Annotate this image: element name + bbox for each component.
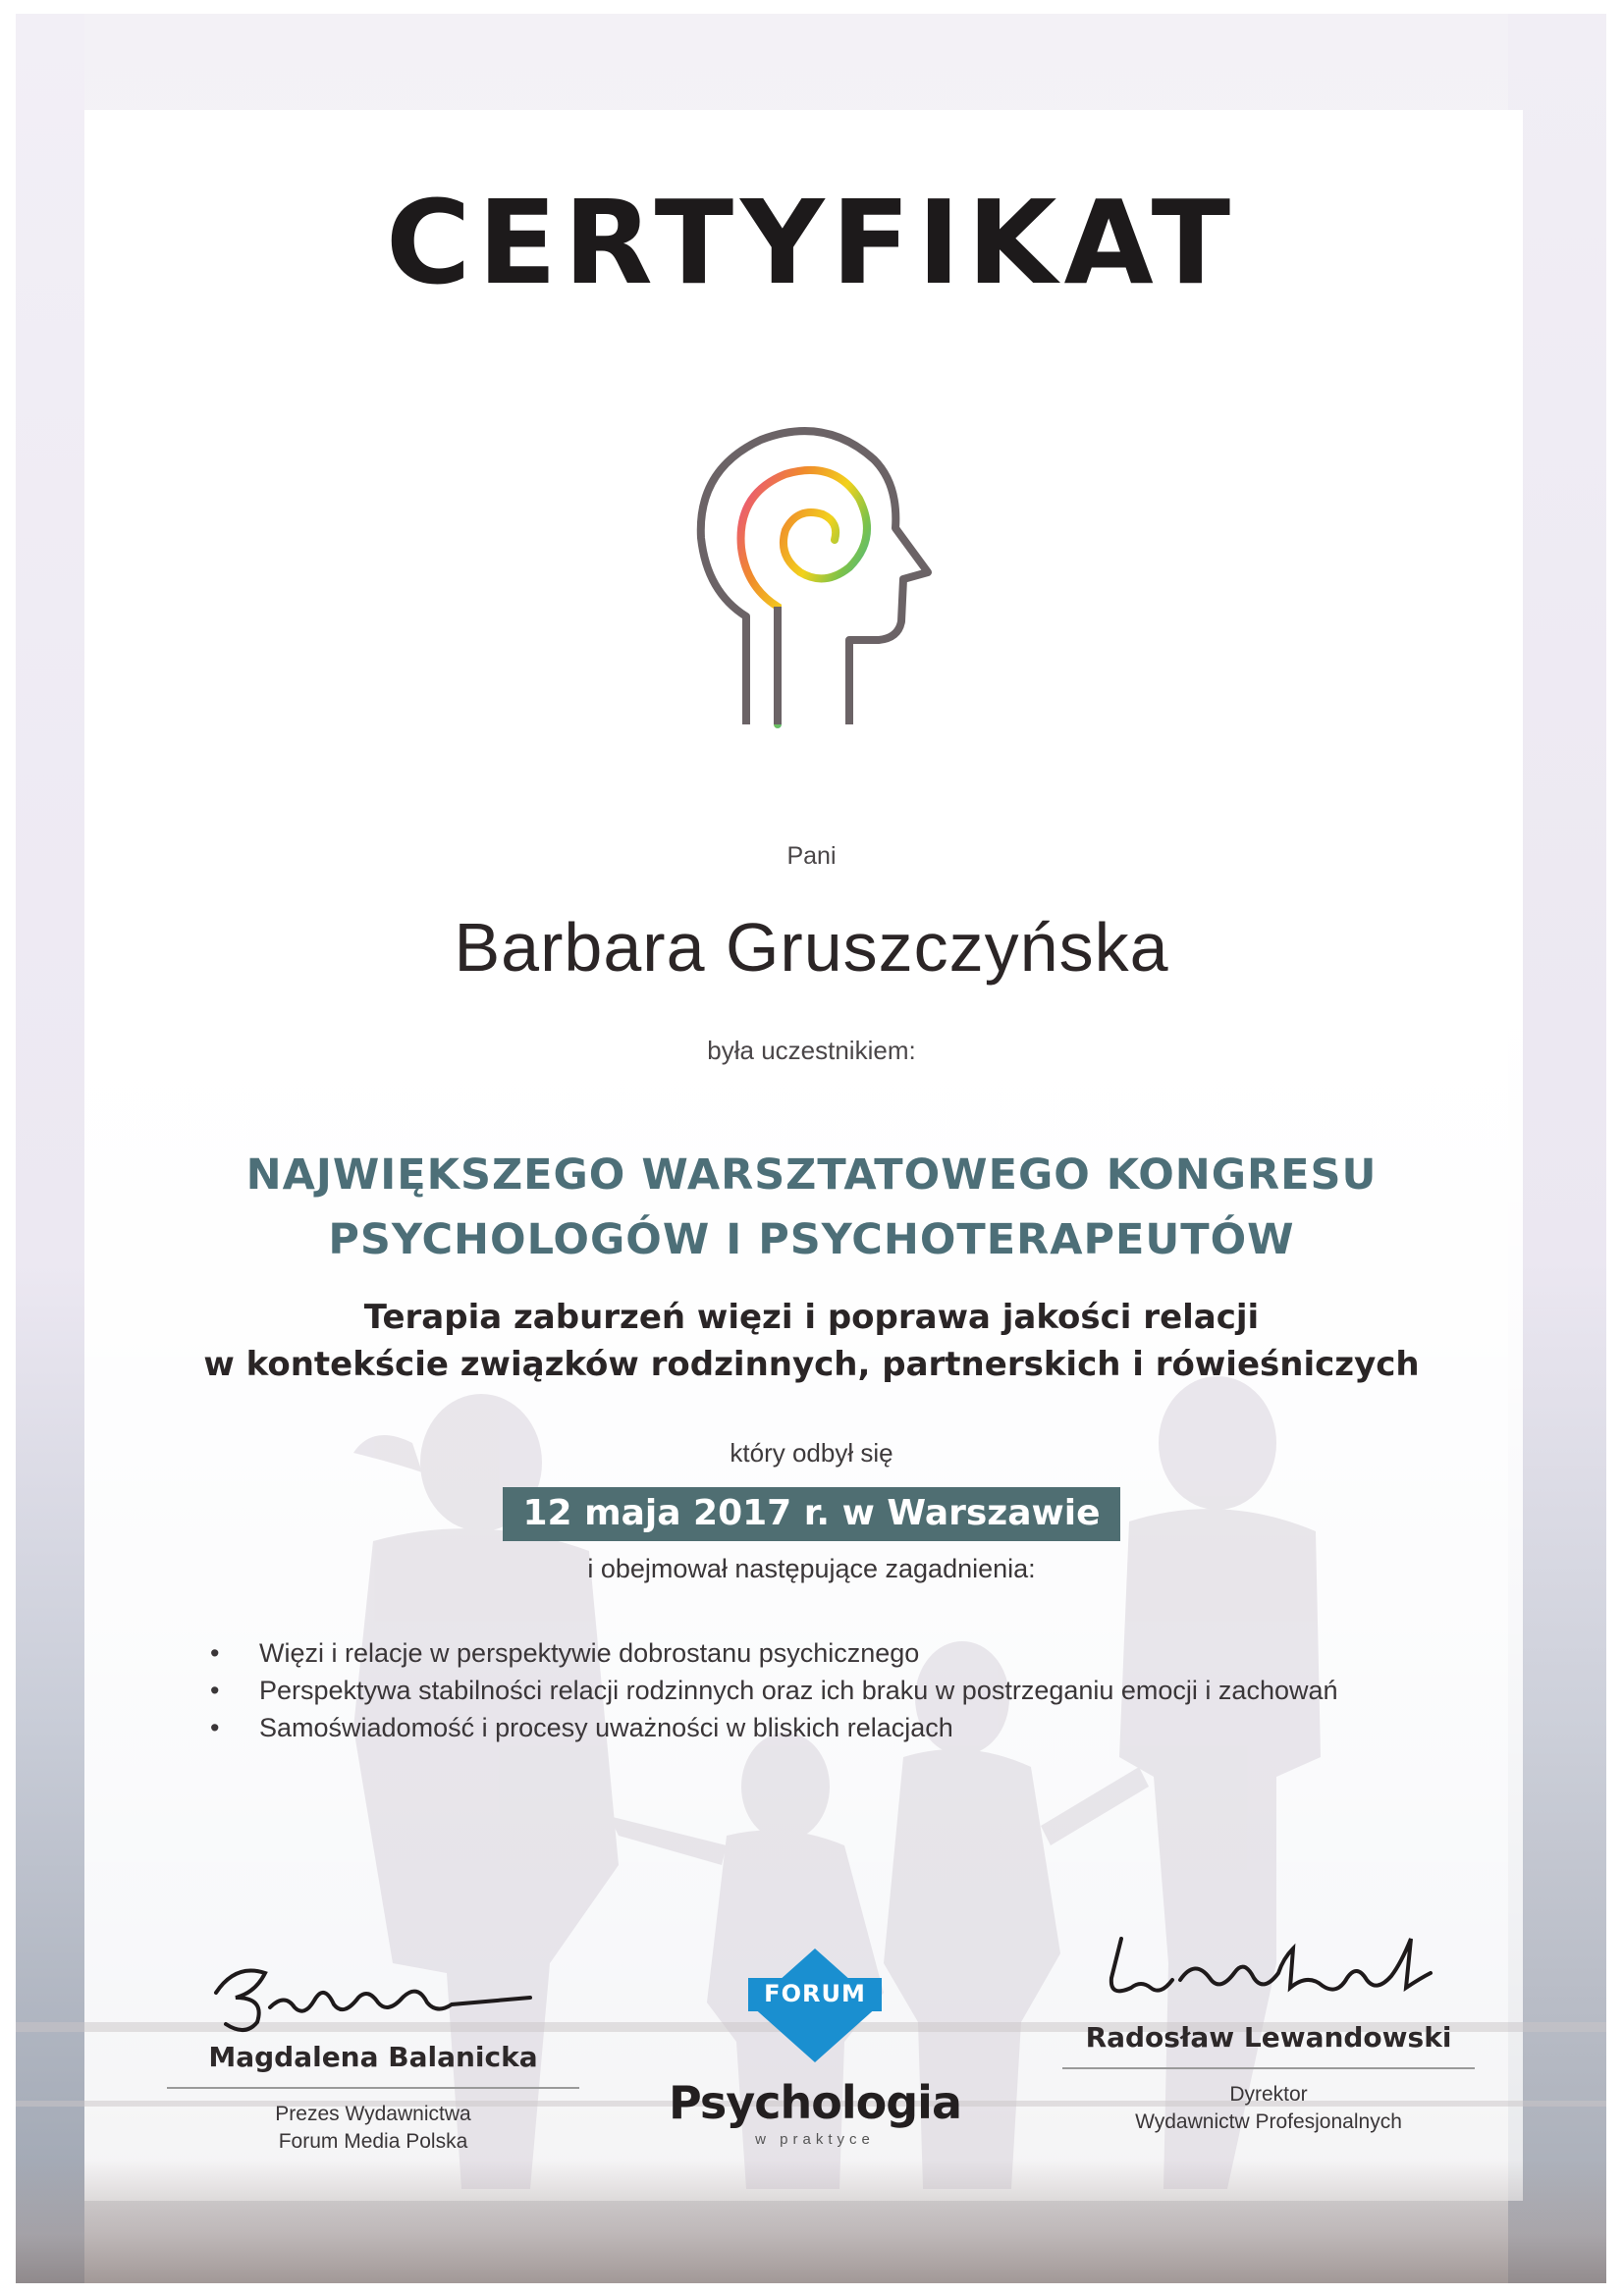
signer-role-right-line2: Wydawnictw Profesjonalnych bbox=[1135, 2110, 1402, 2133]
background-shore bbox=[16, 2160, 1606, 2283]
signature-rule-left bbox=[167, 2087, 579, 2089]
held-text: który odbył się bbox=[730, 1438, 893, 1468]
recipient-name: Barbara Gruszczyńska bbox=[454, 909, 1169, 986]
handwritten-signature-right bbox=[1082, 1919, 1455, 2017]
event-topic-line1: Terapia zaburzeń więzi i poprawa jakości relacji bbox=[363, 1298, 1260, 1337]
event-title-line2: PSYCHOLOGÓW I PSYCHOTERAPEUTÓW bbox=[328, 1215, 1295, 1264]
topic-item: • Więzi i relacje w perspektywie dobrostanu psychicznego bbox=[208, 1634, 1338, 1672]
covered-text: i obejmował następujące zagadnienia: bbox=[587, 1554, 1036, 1583]
publisher-brand: Psychologia bbox=[669, 2076, 961, 2129]
topic-item: • Samoświadomość i procesy uważności w bliskich relacjach bbox=[208, 1709, 1338, 1746]
event-date-place: 12 maja 2017 r. w Warszawie bbox=[503, 1487, 1119, 1541]
signature-block-left bbox=[167, 1953, 579, 2156]
publisher-forum-label: FORUM bbox=[764, 1980, 866, 2007]
certificate-title: CERTYFIKAT bbox=[385, 175, 1238, 310]
publisher-logo bbox=[668, 1949, 962, 2155]
topics-list bbox=[208, 1634, 1338, 1746]
event-title-line1: NAJWIĘKSZEGO WARSZTATOWEGO KONGRESU bbox=[245, 1150, 1378, 1200]
handwritten-signature-left bbox=[196, 1953, 550, 2037]
head-spiral-icon bbox=[687, 420, 943, 734]
topic-item: • Perspektywa stabilności relacji rodzinnych oraz ich braku w postrzeganiu emocji i zachowań bbox=[208, 1672, 1338, 1709]
signer-role-right-line1: Dyrektor bbox=[1229, 2083, 1308, 2106]
publisher-tagline: w praktyce bbox=[755, 2131, 875, 2148]
signer-name-left: Magdalena Balanicka bbox=[208, 2041, 538, 2073]
signature-block-right bbox=[1062, 1919, 1475, 2136]
signer-role-left-line1: Prezes Wydawnictwa bbox=[275, 2103, 471, 2125]
intro-text: była uczestnikiem: bbox=[707, 1036, 916, 1065]
forum-diamond-icon bbox=[668, 1949, 962, 2076]
salutation: Pani bbox=[786, 842, 837, 870]
date-wrapper bbox=[0, 1487, 1623, 1541]
signer-name-right: Radosław Lewandowski bbox=[1085, 2021, 1452, 2054]
event-topic-line2: w kontekście związków rodzinnych, partnerskich i rówieśniczych bbox=[203, 1345, 1420, 1384]
signer-role-left-line2: Forum Media Polska bbox=[278, 2130, 468, 2153]
signature-rule-right bbox=[1062, 2067, 1475, 2069]
